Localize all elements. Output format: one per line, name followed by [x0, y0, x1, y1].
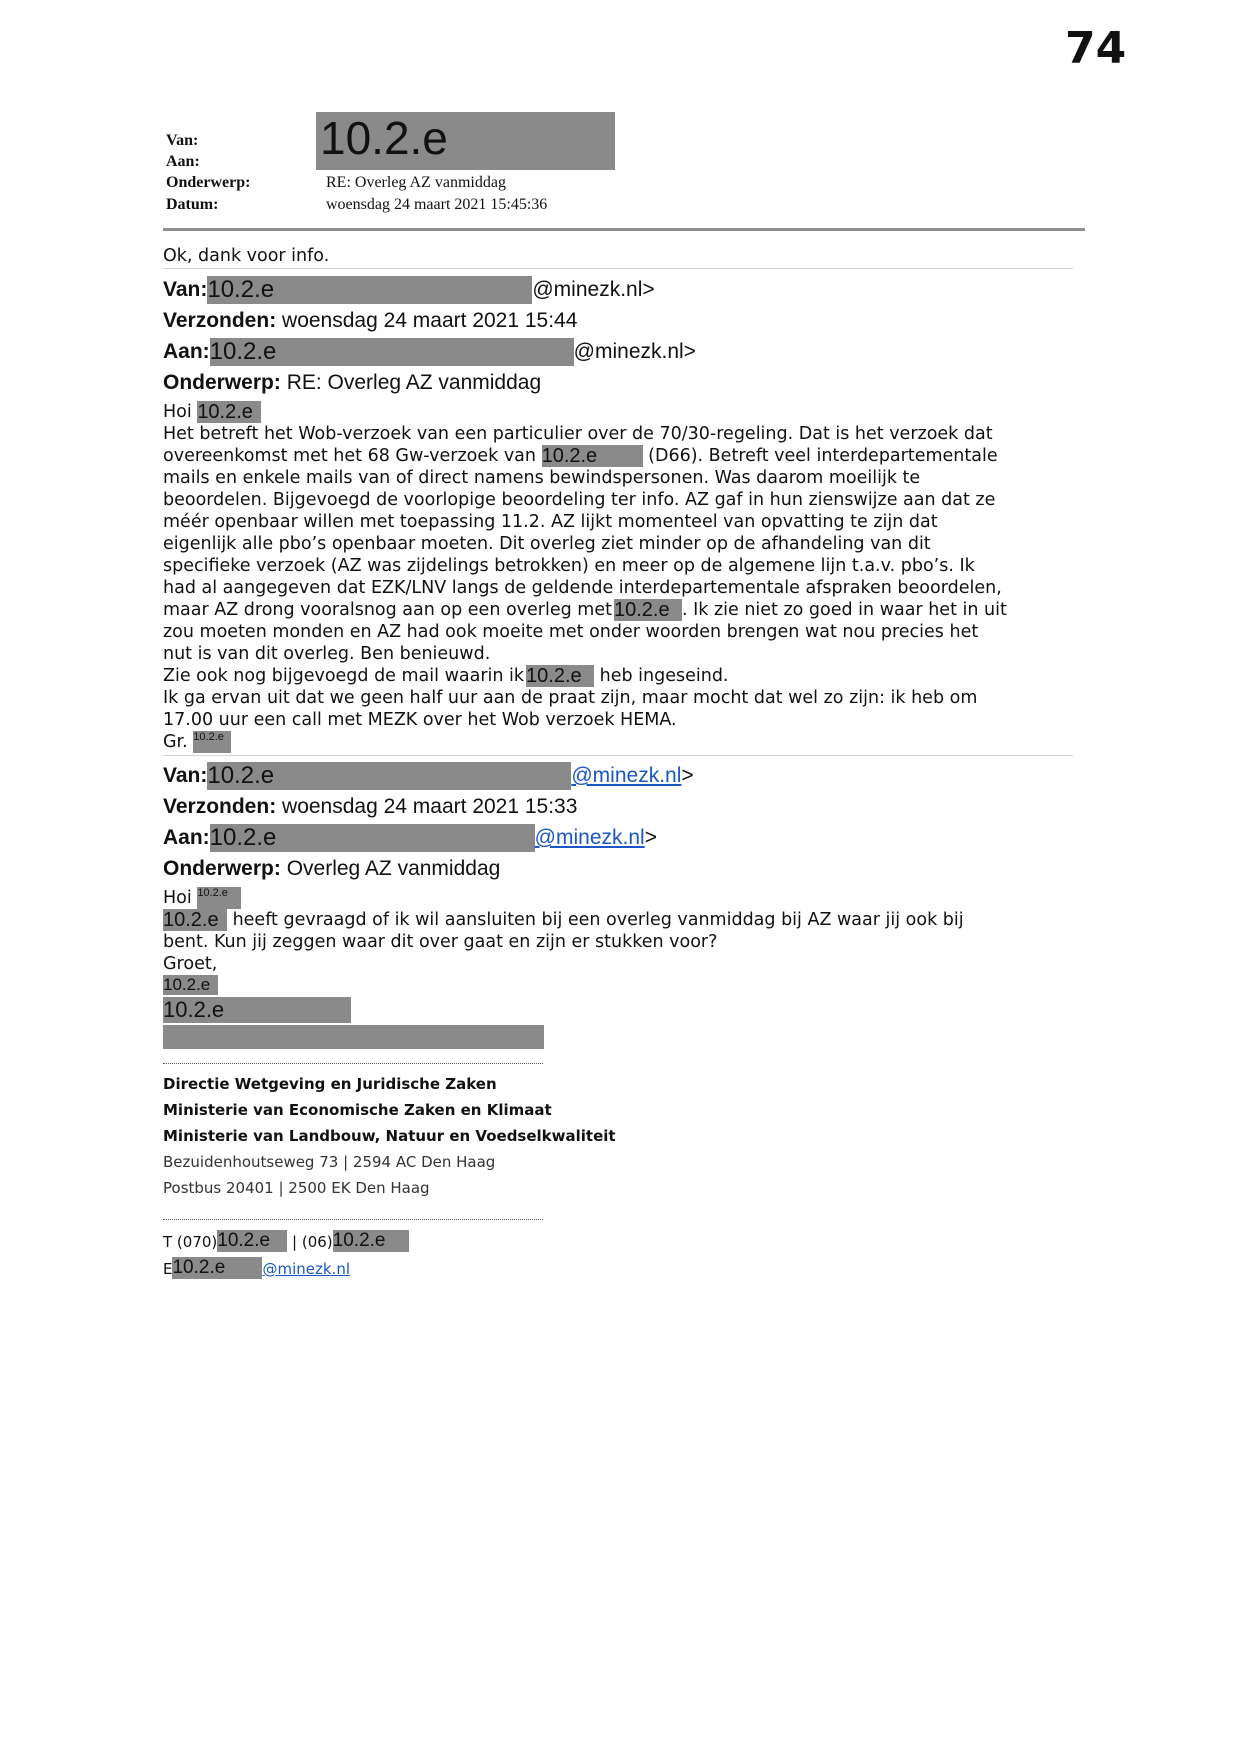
page-number: 74	[1065, 23, 1127, 74]
phone-mid: | (06)	[292, 1233, 333, 1251]
mail2-greeting-redaction: 10.2.e	[197, 887, 241, 909]
signature-department: Directie Wetgeving en Juridische Zaken	[163, 1075, 497, 1093]
mail1-van-domain: @minezk.nl>	[532, 278, 655, 301]
mail1-onderwerp	[163, 369, 541, 396]
mail1-line: Ik ga ervan uit dat we geen half uur aan de praat zijn, maar mocht dat wel zo zijn: ik heb om	[163, 688, 978, 708]
mail1-line	[163, 665, 729, 687]
mail1-line: beoordelen. Bijgevoegd de voorlopige beoordeling ter info. AZ gaf in hun zienswijze aan dat ze	[163, 490, 996, 510]
mail1-verzonden-value: woensdag 24 maart 2021 15:44	[282, 309, 578, 332]
mail2-line: bent. Kun jij zeggen waar dit over gaat en zijn er stukken voor?	[163, 932, 718, 952]
signature-line	[163, 1100, 552, 1120]
mail1-verzonden-label: Verzonden:	[163, 309, 277, 332]
mail2-onderwerp-label: Onderwerp:	[163, 857, 281, 880]
mail2-onderwerp-value: Overleg AZ vanmiddag	[286, 857, 501, 880]
mail1-line	[163, 445, 998, 467]
mail1-aan-domain: @minezk.nl>	[573, 340, 696, 363]
header-divider	[163, 228, 1085, 231]
header-redaction: 10.2.e	[316, 112, 615, 170]
mail1-van-label: Van:	[163, 278, 208, 301]
mail1-onderwerp-label: Onderwerp:	[163, 371, 281, 394]
mail1-greeting-text: Hoi	[163, 402, 192, 422]
mail2-line-redaction: 10.2.e	[163, 909, 227, 931]
mail1-greeting	[163, 401, 261, 423]
email-prefix: E	[163, 1260, 173, 1278]
mail1-line-text: . Ik zie niet zo goed in waar het in uit	[681, 600, 1007, 620]
mail1-line-text: heb ingeseind.	[599, 666, 729, 686]
header-onderwerp-value: RE: Overleg AZ vanmiddag	[326, 174, 506, 191]
reply-divider	[163, 268, 1073, 269]
mail1-verzonden	[163, 307, 577, 334]
mail1-divider	[163, 755, 1073, 756]
mail1-line-redaction: 10.2.e	[526, 665, 594, 687]
mail2-line	[163, 909, 964, 931]
mail1-line: mails en enkele mails van of direct namens bewindspersonen. Was daarom moeilijk te	[163, 468, 921, 488]
mail1-line-redaction: 10.2.e	[542, 445, 643, 467]
mail2-signature-redaction	[163, 1025, 544, 1049]
mail2-onderwerp	[163, 855, 500, 882]
mail1-line: méér openbaar willen met toepassing 11.2. AZ lijkt momenteel van opvatting te zijn dat	[163, 512, 938, 532]
mail1-signoff-text: Gr.	[163, 732, 188, 752]
mail1-line: eigenlijk alle pbo’s openbaar moeten. Dit overleg ziet minder op de afhandeling van dit	[163, 534, 931, 554]
email-link[interactable]: @minezk.nl	[262, 1260, 351, 1278]
header-datum-value: woensdag 24 maart 2021 15:45:36	[326, 196, 548, 213]
mail2-aan-redaction: 10.2.e	[210, 824, 535, 852]
mail2-verzonden-label: Verzonden:	[163, 795, 277, 818]
mail1-greeting-redaction: 10.2.e	[197, 401, 261, 423]
mail2-greeting	[163, 887, 241, 909]
mail1-line-text: maar AZ drong vooralsnog aan op een overleg met	[163, 600, 612, 620]
header-van-label: Van:	[166, 132, 199, 149]
signature-address: Bezuidenhoutseweg 73 | 2594 AC Den Haag	[163, 1153, 496, 1171]
reply-text: Ok, dank voor info.	[163, 246, 330, 266]
mail2-aan-label: Aan:	[163, 826, 210, 849]
mail1-signoff	[163, 731, 231, 753]
mail1-line: had al aangegeven dat EZK/LNV langs de geldende interdepartementale afspraken beoordelen,	[163, 578, 1002, 598]
mail2-van-label: Van:	[163, 764, 208, 787]
mail2-van-suffix: >	[681, 764, 694, 787]
mail1-line: nut is van dit overleg. Ben benieuwd.	[163, 644, 491, 664]
mail2-verzonden	[163, 793, 577, 820]
mail1-line-redaction: 10.2.e	[614, 599, 682, 621]
signature-divider	[163, 1219, 543, 1220]
header-aan-label: Aan:	[166, 153, 200, 170]
mail1-line-text: overeenkomst met het 68 Gw-verzoek van	[163, 446, 536, 466]
email-redaction: 10.2.e	[172, 1257, 262, 1279]
mail1-aan-label: Aan:	[163, 340, 210, 363]
mail1-aan-redaction: 10.2.e	[210, 338, 574, 366]
phone-prefix: T (070)	[163, 1233, 218, 1251]
mail2-van-redaction: 10.2.e	[207, 762, 571, 790]
mail2-van-link[interactable]: @minezk.nl	[571, 764, 682, 787]
mail2-line-text: heeft gevraagd of ik wil aansluiten bij een overleg vanmiddag bij AZ waar jij ook bij	[232, 910, 964, 930]
signature-divider	[163, 1063, 543, 1064]
phone-redaction: 10.2.e	[217, 1230, 287, 1252]
mail1-line-text: Zie ook nog bijgevoegd de mail waarin ik	[163, 666, 525, 686]
phone-redaction: 10.2.e	[333, 1230, 409, 1252]
mail2-aan-link[interactable]: @minezk.nl	[534, 826, 645, 849]
mail1-line: Het betreft het Wob-verzoek van een particulier over de 70/30-regeling. Dat is het verzoek dat	[163, 424, 993, 444]
mail2-van	[163, 762, 694, 790]
signature-line	[163, 1126, 616, 1146]
mail1-van	[163, 276, 655, 304]
mail2-greeting-text: Hoi	[163, 888, 192, 908]
mail1-onderwerp-value: RE: Overleg AZ vanmiddag	[286, 371, 542, 394]
mail1-line	[163, 599, 1007, 621]
signature-ministry: Ministerie van Landbouw, Natuur en Voedselkwaliteit	[163, 1127, 616, 1145]
mail2-aan	[163, 824, 657, 852]
mail2-signature-redaction: 10.2.e	[163, 997, 351, 1023]
header-datum-label: Datum:	[166, 196, 219, 213]
mail2-signature-redaction: 10.2.e	[163, 975, 218, 995]
mail1-line: zou moeten monden en AZ had ook moeite met onder woorden brengen wat nou precies het	[163, 622, 979, 642]
signature-line	[163, 1074, 497, 1094]
signature-email	[163, 1257, 350, 1281]
mail1-van-redaction: 10.2.e	[207, 276, 532, 304]
signature-ministry: Ministerie van Economische Zaken en Klimaat	[163, 1101, 552, 1119]
mail1-line: specifieke verzoek (AZ was zijdelings betrokken) en meer op de algemene lijn t.a.v. pbo’s. Ik	[163, 556, 975, 576]
header-onderwerp-label: Onderwerp:	[166, 174, 251, 191]
mail2-line: Groet,	[163, 954, 218, 974]
signature-phone	[163, 1230, 409, 1254]
mail1-line-text: (D66). Betreft veel interdepartementale	[648, 446, 998, 466]
mail1-line: 17.00 uur een call met MEZK over het Wob verzoek HEMA.	[163, 710, 677, 730]
signature-postbus: Postbus 20401 | 2500 EK Den Haag	[163, 1179, 430, 1197]
mail2-verzonden-value: woensdag 24 maart 2021 15:33	[282, 795, 578, 818]
mail1-aan	[163, 338, 696, 366]
mail1-signoff-redaction: 10.2.e	[193, 731, 231, 753]
mail2-aan-suffix: >	[644, 826, 657, 849]
